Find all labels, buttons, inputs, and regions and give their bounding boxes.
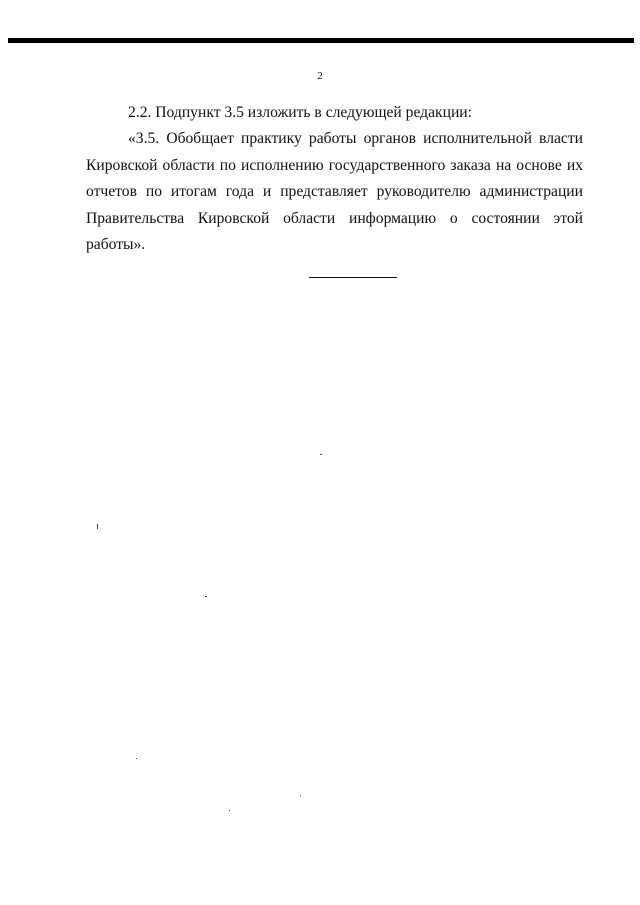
page-number: 2: [317, 70, 323, 82]
scan-speck: [229, 810, 230, 811]
paragraph-subclause-text: «3.5. Обобщает практику работы органов исполнительной власти Кировской области по исполнению государственного заказа на основе их отчетов по итогам года и представляет руководителю администрации Правительства Кировской области информацию о состоянии этой работы».: [86, 130, 583, 254]
scan-speck: [320, 454, 322, 455]
paragraph-subclause-instruction: 2.2. Подпункт 3.5 изложить в следующей редакции:: [128, 104, 472, 121]
end-of-text-rule: [309, 277, 397, 278]
scan-speck: [300, 795, 301, 796]
scan-speck: [97, 524, 98, 529]
scan-speck: [205, 596, 207, 597]
document-body: [86, 100, 583, 258]
scan-speck: [136, 758, 137, 759]
header-rule: [8, 38, 634, 43]
